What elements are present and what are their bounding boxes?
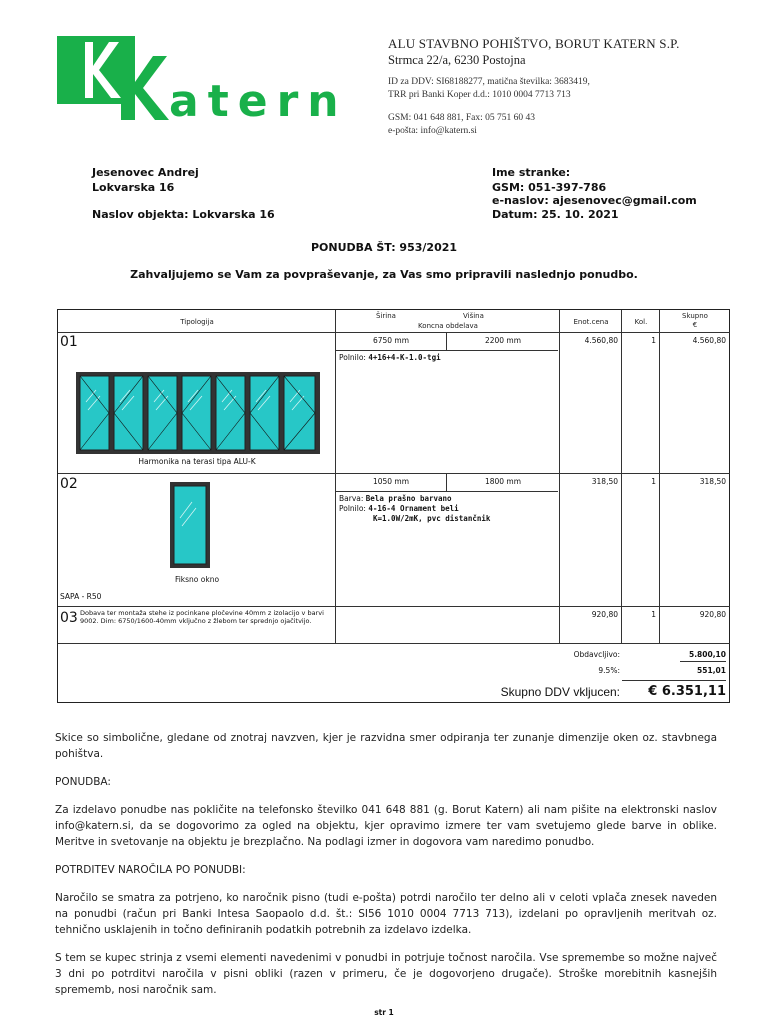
offer-intro: Zahvaljujemo se Vam za povpraševanje, za Vas smo pripravili naslednjo ponudbo. (130, 268, 638, 281)
customer-street: Lokvarska 16 (92, 181, 175, 194)
customer-object-address: Naslov objekta: Lokvarska 16 (92, 208, 275, 221)
company-email: e-pošta: info@katern.si (388, 126, 477, 136)
offer-paragraph: Za izdelavo ponudbe nas pokličite na telefonsko številko 041 648 881 (g. Borut Katern) ali nam pišite na elektronski naslov info@katern.si, da se dogovorimo za ogled na objektu, kjer opravimo izmere ter vam svetujemo glede barve in oblike. Meritve in svetovanje na objektu je brezplačno. Na podlagi izmer in dogovora vam naredimo ponudbo. (55, 804, 717, 848)
row-unit-price: 4.560,80 (584, 336, 618, 345)
body-text (55, 730, 717, 998)
row-number: 03 (60, 610, 78, 626)
customer-email: e-naslov: ajesenovec@gmail.com (492, 194, 697, 207)
customer-name: Jesenovec Andrej (92, 166, 199, 179)
spec-label: Barva: (339, 494, 364, 503)
offer-table (57, 309, 730, 703)
subtotal-label: Obdavcljivo: (573, 650, 620, 659)
page-number: str 1 (374, 1008, 394, 1017)
row-caption: Harmonika na terasi tipa ALU-K (138, 457, 256, 466)
grand-total-value: € 6.351,11 (648, 684, 726, 699)
row-total: 920,80 (699, 610, 726, 619)
header-height: Višina (463, 312, 484, 320)
row-total: 4.560,80 (692, 336, 726, 345)
spec-value: 4-16-4 Ornament beli (368, 504, 459, 513)
spec-value: Bela prašno barvano (365, 494, 452, 503)
confirmation-paragraph: Naročilo se smatra za potrjeno, ko naročnik pisno (tudi e-pošta) potrdi naročilo ter delno ali v celoti vplača znesek naveden na ponudbi (račun pri Banki Intesa Saopaolo d.d. št.: SI56 1010 0004 7713 713), izdelani po opravljenih meritvah oz. tehnično usklajenih in točno definiranih podatkih potrebnih za izdelavo izdelka. (55, 892, 717, 936)
row-unit-price: 920,80 (591, 610, 618, 619)
company-phone: GSM: 041 648 881, Fax: 05 751 60 43 (388, 113, 535, 123)
folding-door-sketch (76, 372, 320, 458)
row-number: 01 (60, 334, 78, 350)
row-system: SAPA - R50 (60, 592, 102, 601)
header-final: Koncna obdelava (418, 322, 478, 330)
section-heading: PONUDBA: (55, 776, 111, 788)
offer-title: PONUDBA ŠT: 953/2021 (310, 241, 458, 254)
company-tax: ID za DDV: SI68188277, matična številka: 3683419, (388, 77, 590, 87)
fixed-window-sketch (170, 482, 210, 572)
row-qty: 1 (651, 477, 656, 486)
company-bank: TRR pri Banki Koper d.d.: 1010 0004 7713 713 (388, 90, 571, 100)
section-heading: POTRDITEV NAROČILA PO PONUDBI: (55, 864, 246, 876)
sketch-note: Skice so simbolične, gledane od znotraj navzven, kjer je razvidna smer odpiranja ter zunanje dimenzije oken oz. stavbnega pohištva. (55, 732, 717, 760)
header-total: Skupno (682, 312, 708, 320)
row-qty: 1 (651, 336, 656, 345)
spec-value: K=1.0W/2mK, pvc distančnik (373, 514, 491, 523)
vat-value: 551,01 (697, 666, 726, 675)
subtotal-value: 5.800,10 (688, 650, 726, 659)
company-info (388, 36, 680, 138)
row-total: 318,50 (699, 477, 726, 486)
customer-label: Ime stranke: (492, 166, 571, 179)
row-width: 6750 mm (372, 336, 410, 345)
logo-wordmark: atern (169, 76, 348, 122)
customer-gsm: GSM: 051-397-786 (492, 181, 607, 194)
row-qty: 1 (651, 610, 656, 619)
header-qty: Kol. (634, 318, 648, 326)
spec-value: 4+16+4-K-1.0-tgi (368, 353, 441, 362)
spec-label: Polnilo: (339, 504, 366, 513)
company-logo (57, 36, 371, 122)
spec-label: Polnilo: (339, 353, 366, 362)
row-unit-price: 318,50 (591, 477, 618, 486)
company-address: Strmca 22/a, 6230 Postojna (388, 53, 526, 67)
row-height: 1800 mm (484, 477, 522, 486)
header-width: Širina (376, 312, 396, 320)
changes-paragraph: S tem se kupec strinja z vsemi elementi navedenimi v ponudbi in potrjuje točnost naročila. Vse spremembe so možne največ 3 dni po potrditvi naročila v pisni obliki (razen v primeru, če je dogovorjeno drugače). Stroške morebitnih kasnejših sprememb, nosi naročnik sam. (55, 952, 717, 996)
company-name: ALU STAVBNO POHIŠTVO, BORUT KATERN S.P. (388, 36, 680, 51)
row-number: 02 (60, 476, 78, 492)
row-caption: Fiksno okno (174, 575, 220, 584)
row-spec (339, 353, 441, 362)
row-width: 1050 mm (372, 477, 410, 486)
row-description: Dobava ter montaža stehe iz pocinkane pločevine 40mm z izolacijo v barvi 9002. Dim: 6750/1600-40mm vključno z žlebom ter sprednjo ojačitvijo. (80, 609, 324, 625)
header-unit-price: Enot.cena (573, 318, 609, 326)
row-spec (339, 494, 490, 524)
offer-date: Datum: 25. 10. 2021 (492, 208, 619, 221)
vat-label: 9.5%: (598, 666, 620, 675)
grand-total-label: Skupno DDV vkljucen: (500, 685, 620, 699)
row-height: 2200 mm (484, 336, 522, 345)
header-typology: Tipologija (180, 318, 214, 326)
header-currency: € (692, 321, 698, 329)
